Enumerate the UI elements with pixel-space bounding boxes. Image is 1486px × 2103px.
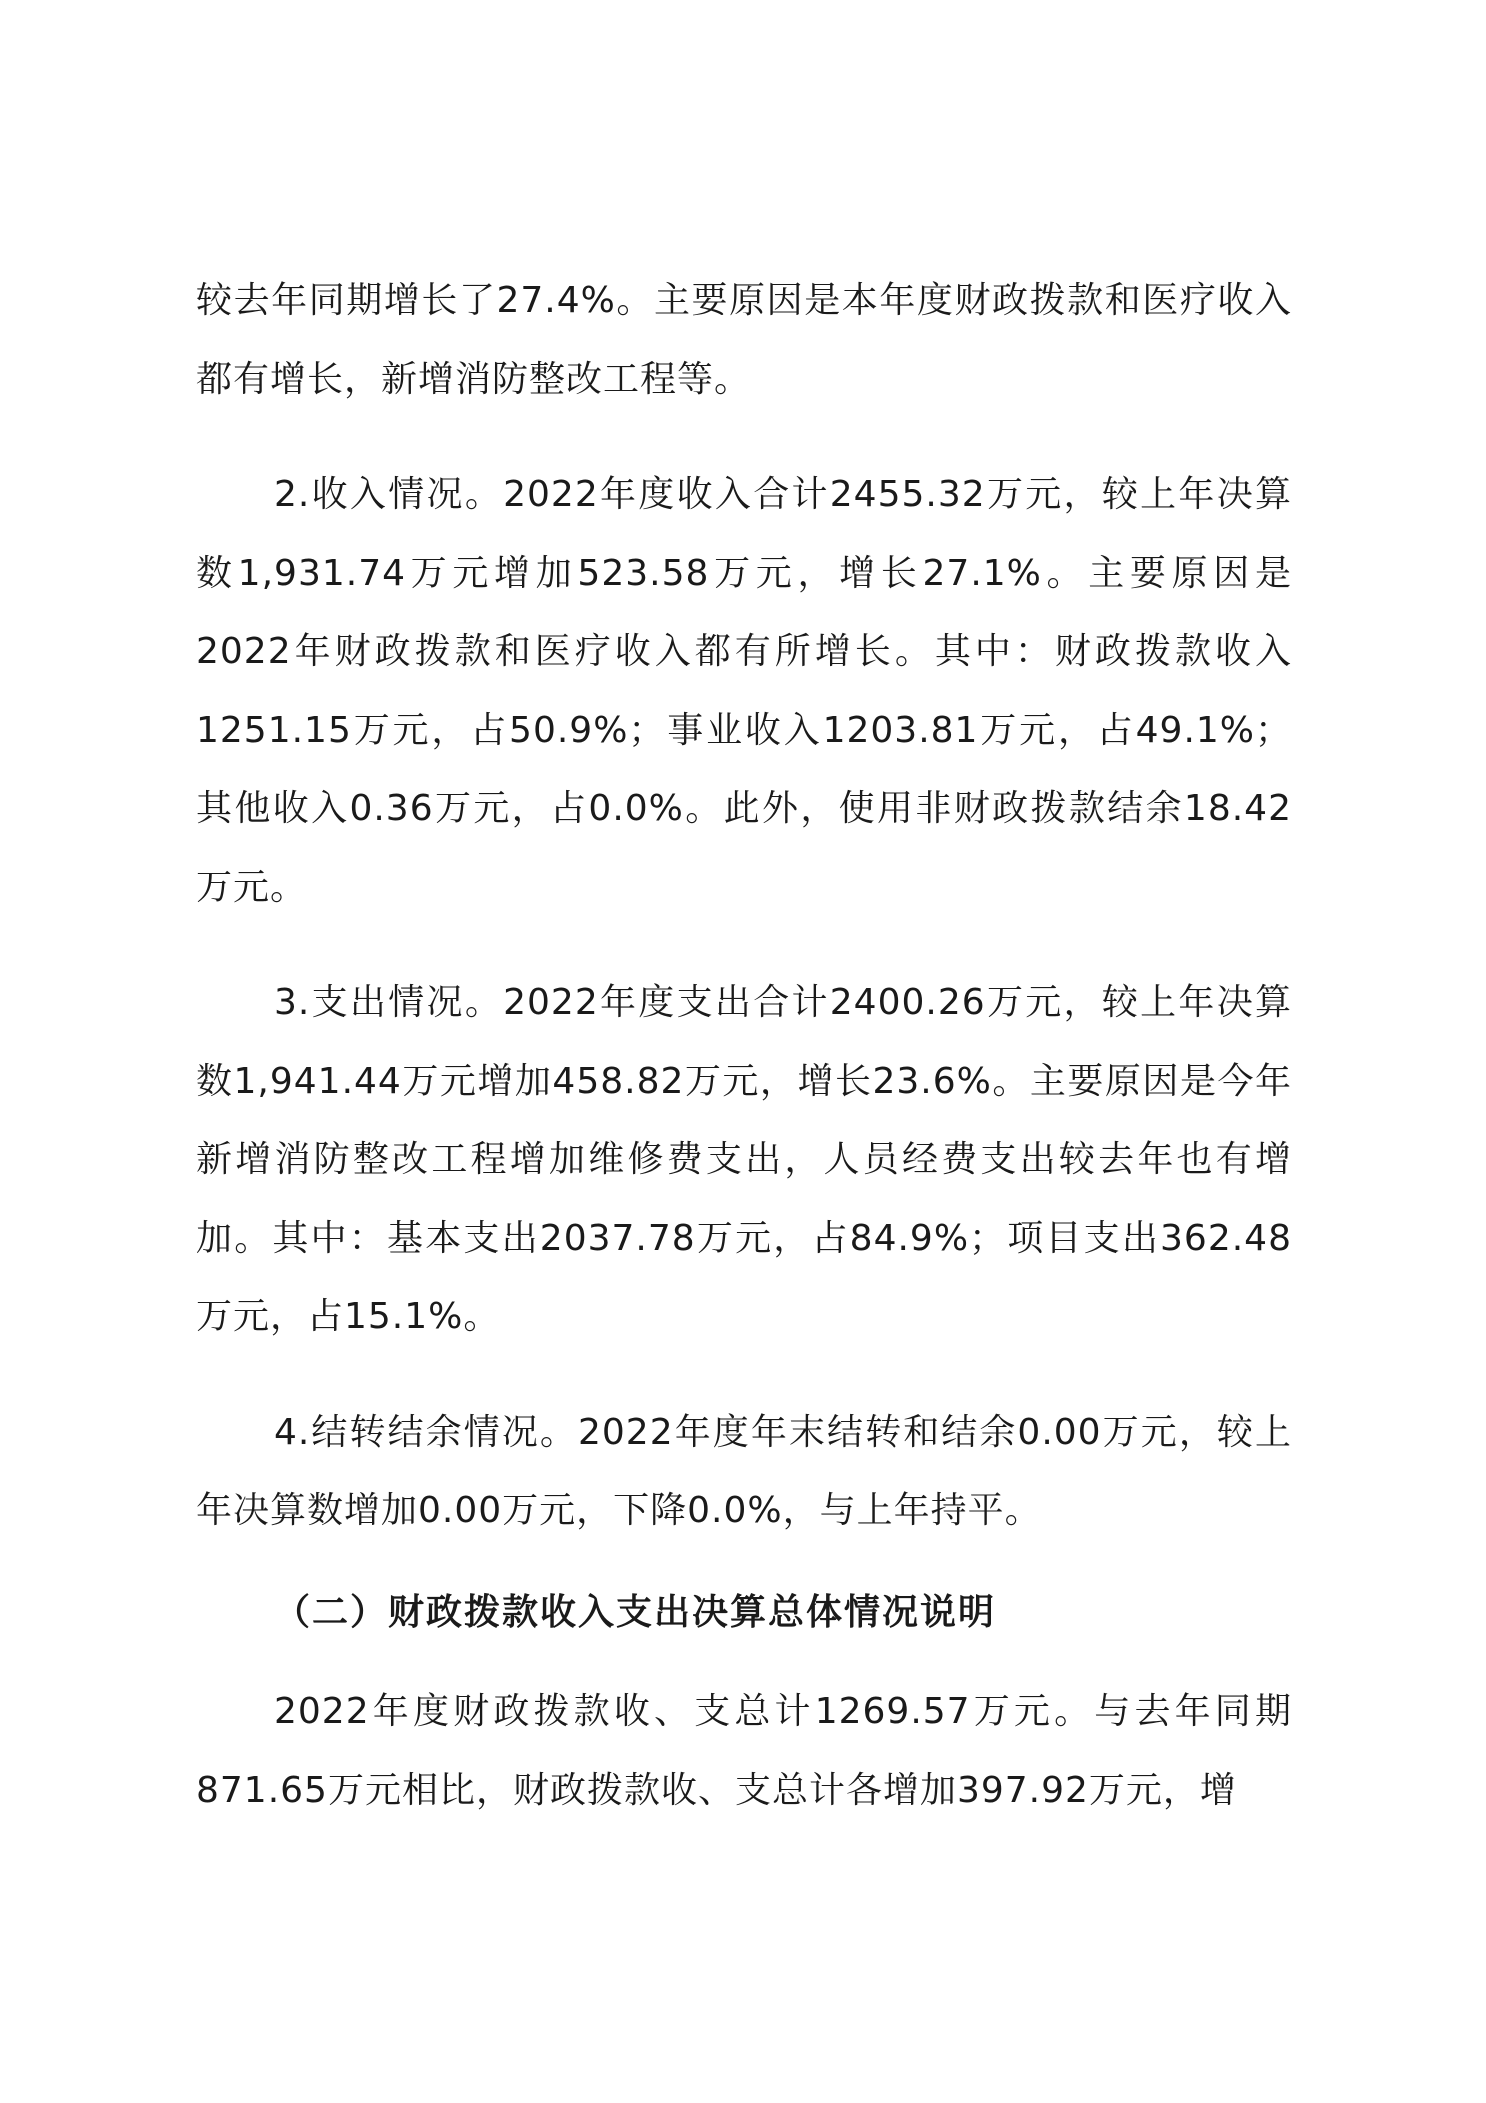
- paragraph-carryover: 4.结转结余情况。2022年度年末结转和结余0.00万元，较上年决算数增加0.00万元，下降0.0%，与上年持平。: [196, 1411, 1292, 1531]
- document-body: [196, 262, 1292, 1830]
- section-heading: （二）财政拨款收入支出决算总体情况说明: [274, 1590, 997, 1633]
- paragraph-income: 2.收入情况。2022年度收入合计2455.32万元，较上年决算数1,931.74万元增加523.58万元，增长27.1%。主要原因是2022年财政拨款和医疗收入都有所增长。其中：财政拨款收入1251.15万元，占50.9%；事业收入1203.81万元，占49.1%；其他收入0.36万元，占0.0%。此外，使用非财政拨款结余18.42万元。: [196, 474, 1292, 908]
- paragraph-growth-continuation: 较去年同期增长了27.4%。主要原因是本年度财政拨款和医疗收入都有增长，新增消防整改工程等。: [196, 280, 1292, 400]
- paragraph-expenditure: 3.支出情况。2022年度支出合计2400.26万元，较上年决算数1,941.44万元增加458.82万元，增长23.6%。主要原因是今年新增消防整改工程增加维修费支出，人员经费支出较去年也有增加。其中：基本支出2037.78万元，占84.9%；项目支出362.48万元，占15.1%。: [196, 982, 1292, 1337]
- paragraph-fiscal-total: 2022年度财政拨款收、支总计1269.57万元。与去年同期871.65万元相比，财政拨款收、支总计各增加397.92万元，增: [196, 1691, 1292, 1811]
